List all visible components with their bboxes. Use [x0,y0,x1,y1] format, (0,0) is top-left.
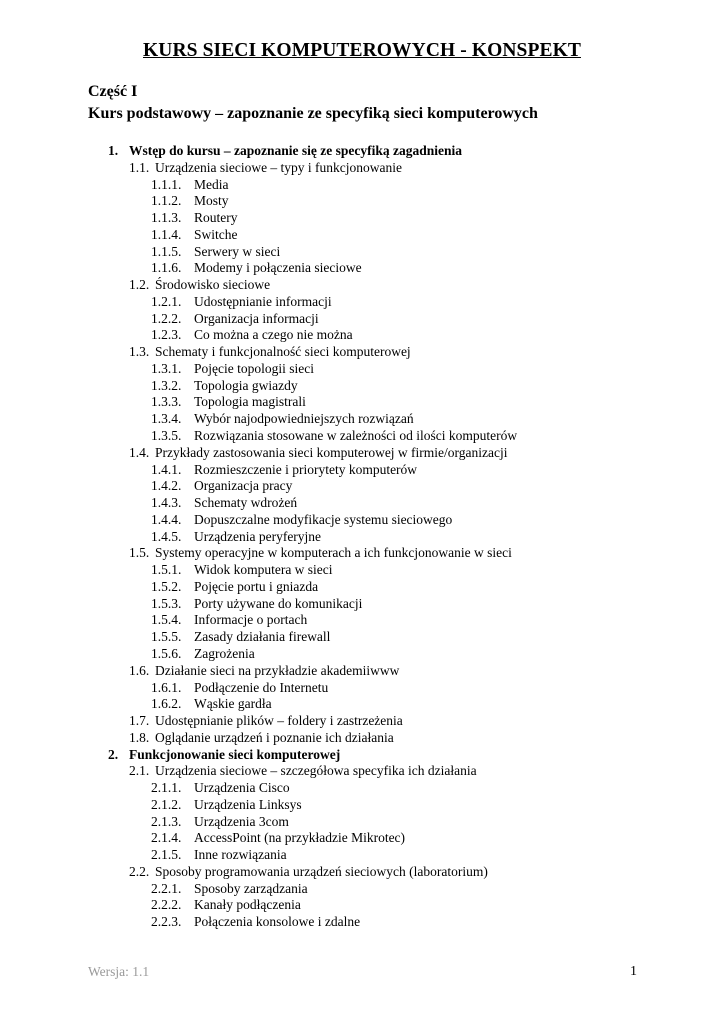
outline-item-number: 1.2.3. [151,327,182,343]
outline-item-number: 1.5.5. [151,629,182,645]
outline-item-text: Dopuszczalne modyfikacje systemu sieciowego [194,511,453,527]
outline-item-text: Zasady działania firewall [194,629,331,645]
outline-item-text: Oglądanie urządzeń i poznanie ich działania [155,729,394,745]
outline-item-number: 1.1. [129,159,150,175]
outline-item-text: Funkcjonowanie sieci komputerowej [129,746,341,762]
outline-item-number: 1.5.3. [151,595,182,611]
outline-item-text: Wstęp do kursu – zapoznanie się ze specyfiką zagadnienia [129,143,463,158]
outline-item-level-3 [0,260,724,277]
outline-item-level-1 [0,143,724,160]
outline-item-text: Informacje o portach [194,612,308,628]
outline-item-number: 1.7. [129,713,150,729]
outline-item-number: 1.3.5. [151,428,182,444]
outline-item-level-3 [0,327,724,344]
outline-item-level-2 [0,864,724,881]
outline-item-text: Schematy wdrożeń [194,495,298,511]
outline-item-number: 2.1.5. [151,847,182,863]
outline-item-level-3 [0,579,724,596]
outline-item-number: 1.5.4. [151,612,182,628]
outline-item-level-3 [0,897,724,914]
outline-item-level-2 [0,730,724,747]
outline-item-number: 1.4.2. [151,478,182,494]
document-title: KURS SIECI KOMPUTEROWYCH - KONSPEKT [143,40,581,61]
outline-item-number: 1.4.4. [151,511,182,527]
outline-item-text: Wybór najodpowiedniejszych rozwiązań [194,411,414,427]
outline-item-level-3 [0,797,724,814]
outline-item-number: 1.5.2. [151,578,182,594]
outline-item-level-2 [0,277,724,294]
outline-item-number: 1.8. [129,729,150,745]
outline-item-level-3 [0,696,724,713]
outline-item-level-3 [0,914,724,931]
outline-item-number: 1.5. [129,545,150,561]
outline-item-level-3 [0,814,724,831]
outline-item-level-3 [0,193,724,210]
outline-item-text: Zagrożenia [194,645,255,661]
outline-item-text: Co można a czego nie można [194,327,353,343]
outline-item-text: Kanały podłączenia [194,897,301,913]
outline-item-level-2 [0,445,724,462]
outline-item-number: 2.1. [129,763,150,779]
part-label: Część I [88,83,138,100]
outline-item-number: 1.4.1. [151,461,182,477]
outline-item-text: Schematy i funkcjonalność sieci komputerowej [155,344,411,360]
outline-item-level-3 [0,311,724,328]
outline-item-level-2 [0,545,724,562]
outline-item-text: Organizacja pracy [194,478,293,494]
outline-item-text: Pojęcie topologii sieci [194,360,314,376]
outline-item-number: 1.4.5. [151,528,182,544]
outline-item-text: Serwery w sieci [194,243,281,259]
outline-item-number: 1.1.4. [151,226,182,242]
outline-item-text: Środowisko sieciowe [155,277,271,293]
outline-item-text: Sposoby zarządzania [194,880,308,896]
outline-item-text: Inne rozwiązania [194,847,287,863]
outline-item-text: Podłączenie do Internetu [194,679,329,695]
outline-item-number: 2.2.2. [151,897,182,913]
part-title: Kurs podstawowy – zapoznanie ze specyfiką sieci komputerowych [88,105,538,122]
outline-item-number: 2. [108,746,119,762]
outline-item-number: 1.1.3. [151,210,182,226]
outline-item-level-3 [0,780,724,797]
outline-item-text: Media [194,176,229,192]
outline-item-number: 1.1.2. [151,193,182,209]
outline-item-level-3 [0,394,724,411]
outline-item-number: 1.3.1. [151,360,182,376]
outline-item-text: Udostępnianie informacji [194,293,332,309]
outline-item-level-1 [0,747,724,764]
outline-item-text: Topologia gwiazdy [194,377,298,393]
outline-item-level-2 [0,663,724,680]
outline-item-level-3 [0,177,724,194]
outline-item-text: Połączenia konsolowe i zdalne [194,914,361,930]
outline-item-level-3 [0,361,724,378]
outline-item-number: 1.6. [129,662,150,678]
outline-item-text: AccessPoint (na przykładzie Mikrotec) [194,830,406,846]
outline-item-level-3 [0,646,724,663]
outline-item-level-3 [0,529,724,546]
outline-item-text: Pojęcie portu i gniazda [194,578,319,594]
outline-item-level-3 [0,478,724,495]
outline-item-level-3 [0,612,724,629]
outline-item-text: Rozwiązania stosowane w zależności od ilości komputerów [194,428,518,444]
outline-item-level-3 [0,294,724,311]
outline-item-level-3 [0,227,724,244]
outline-item-text: Przykłady zastosowania sieci komputerowej w firmie/organizacji [155,444,508,460]
outline-item-number: 1.3.3. [151,394,182,410]
outline-item-text: Mosty [194,193,229,209]
outline-item-text: Routery [194,210,238,226]
outline-item-level-2 [0,344,724,361]
outline-item-number: 1.4. [129,444,150,460]
outline-item-text: Działanie sieci na przykładzie akademiiwww [155,662,400,678]
outline-item-level-3 [0,596,724,613]
outline-item-number: 1.6.1. [151,679,182,695]
outline-item-level-3 [0,462,724,479]
outline-item-number: 2.1.2. [151,796,182,812]
outline-item-text: Urządzenia sieciowe – szczegółowa specyfika ich działania [155,763,477,779]
outline-item-text: Sposoby programowania urządzeń sieciowych (laboratorium) [155,863,488,879]
outline-item-level-3 [0,680,724,697]
outline-item-text: Modemy i połączenia sieciowe [194,260,362,276]
outline-item-number: 1.5.1. [151,562,182,578]
outline-item-level-2 [0,160,724,177]
outline-item-level-3 [0,411,724,428]
outline-item-number: 2.2.1. [151,880,182,896]
outline-item-level-3 [0,378,724,395]
outline-item-number: 1.2.1. [151,293,182,309]
footer-version: Wersja: 1.1 [88,964,150,979]
outline-item-number: 1.3.2. [151,377,182,393]
outline-item-level-3 [0,629,724,646]
outline-item-level-3 [0,244,724,261]
outline-item-level-3 [0,428,724,445]
outline-item-text: Urządzenia 3com [194,813,289,829]
outline-item-number: 1.2.2. [151,310,182,326]
outline-list [0,143,724,931]
footer-page-number: 1 [630,964,637,979]
outline-item-level-3 [0,847,724,864]
outline-item-number: 2.1.3. [151,813,182,829]
outline-item-level-3 [0,830,724,847]
outline-item-number: 1.5.6. [151,645,182,661]
outline-item-level-2 [0,763,724,780]
outline-item-number: 1.4.3. [151,495,182,511]
outline-item-text: Rozmieszczenie i priorytety komputerów [194,461,418,477]
outline-item-text: Widok komputera w sieci [194,562,333,578]
outline-item-text: Urządzenia Linksys [194,796,302,812]
outline-item-level-2 [0,713,724,730]
outline-item-number: 2.1.4. [151,830,182,846]
outline-item-text: Urządzenia sieciowe – typy i funkcjonowanie [155,159,403,175]
outline-item-number: 1.1.1. [151,176,182,192]
outline-item-text: Topologia magistrali [194,394,306,410]
outline-item-level-3 [0,562,724,579]
outline-item-level-3 [0,495,724,512]
outline-item-level-3 [0,881,724,898]
outline-item-text: Switche [194,226,238,242]
outline-item-number: 2.2.3. [151,914,182,930]
outline-item-text: Urządzenia peryferyjne [194,528,322,544]
outline-item-number: 1.2. [129,277,150,293]
outline-item-text: Udostępnianie plików – foldery i zastrzeżenia [155,713,403,729]
outline-item-text: Wąskie gardła [194,696,272,712]
outline-item-number: 1.6.2. [151,696,182,712]
outline-item-number: 1.1.6. [151,260,182,276]
outline-item-number: 1.3. [129,344,150,360]
outline-item-text: Systemy operacyjne w komputerach a ich funkcjonowanie w sieci [155,545,512,561]
outline-item-level-3 [0,512,724,529]
outline-item-text: Urządzenia Cisco [194,780,290,796]
outline-item-number: 2.2. [129,863,150,879]
outline-item-number: 1.3.4. [151,411,182,427]
outline-item-level-3 [0,210,724,227]
outline-item-text: Organizacja informacji [194,310,319,326]
outline-item-number: 1.1.5. [151,243,182,259]
outline-item-number: 2.1.1. [151,780,182,796]
outline-item-number: 1. [108,143,119,158]
outline-item-text: Porty używane do komunikacji [194,595,363,611]
